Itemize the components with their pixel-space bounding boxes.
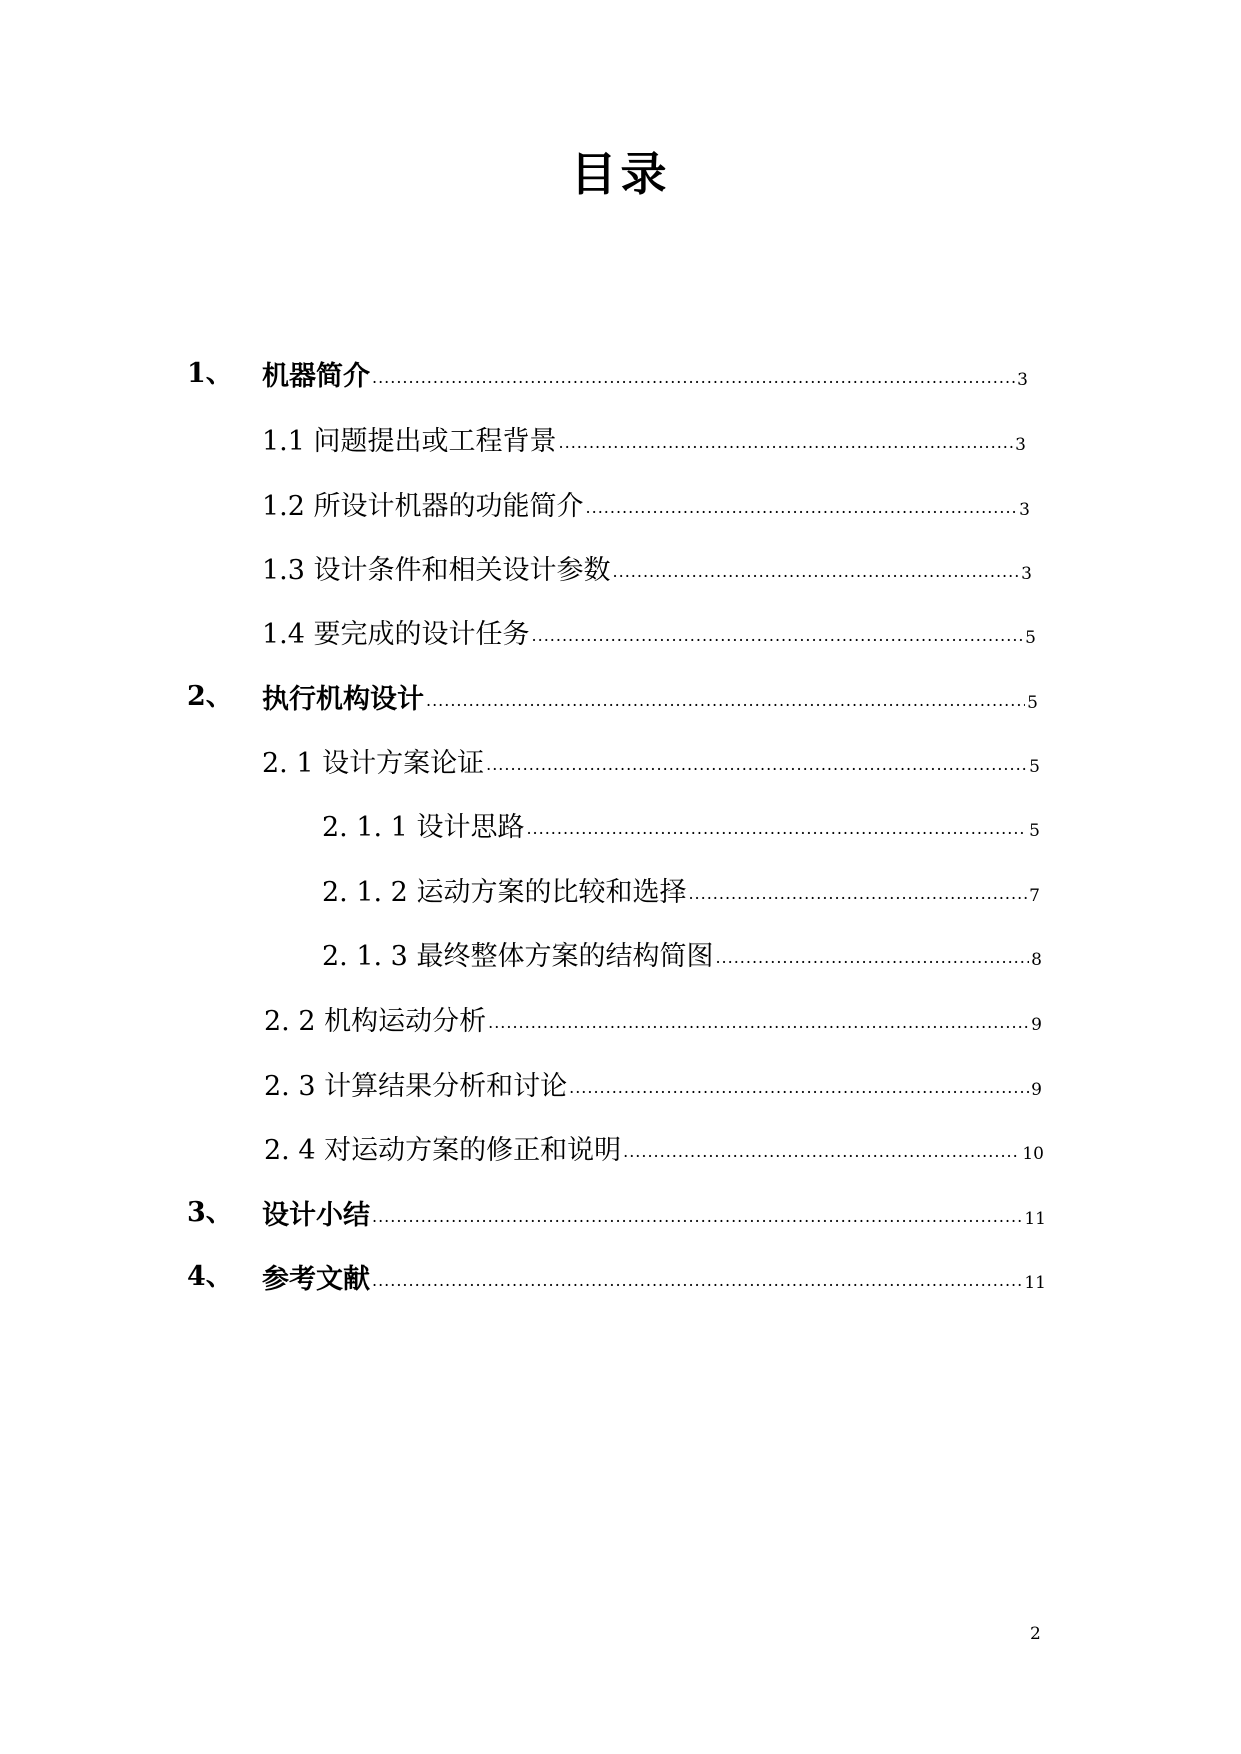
toc-entry-page: 11 [1024, 1209, 1046, 1229]
toc-entry-label: 1.3 设计条件和相关设计参数 [262, 555, 611, 586]
dot-leader [486, 755, 1027, 775]
toc-entry-page: 5 [1027, 693, 1038, 713]
toc-entry-label: 1.1 问题提出或工程背景 [262, 426, 557, 457]
toc-entry-4[interactable] [262, 1253, 1046, 1297]
dot-leader [613, 562, 1020, 582]
toc-entry-label: 机器简介 [262, 361, 370, 392]
toc-entry-page: 9 [1031, 1015, 1042, 1035]
toc-entry-3[interactable] [262, 1189, 1046, 1233]
dot-leader [488, 1013, 1029, 1033]
toc-entry-1-1[interactable] [262, 415, 1026, 459]
toc-entry-2-1[interactable] [262, 737, 1040, 781]
toc-entry-label: 执行机构设计 [262, 684, 424, 715]
toc-entry-1-4[interactable] [262, 608, 1036, 652]
dot-leader [688, 884, 1027, 904]
page-number: 2 [1030, 1624, 1041, 1644]
toc-entry-2-3[interactable] [264, 1060, 1042, 1104]
toc-entry-2[interactable] [262, 673, 1038, 717]
dot-leader [569, 1078, 1029, 1098]
toc-entry-2-1-2[interactable] [322, 866, 1040, 910]
dot-leader [532, 626, 1024, 646]
toc-entry-page: 9 [1031, 1080, 1042, 1100]
toc-entry-page: 3 [1021, 564, 1032, 584]
dot-leader [586, 498, 1018, 518]
dot-leader [526, 819, 1027, 839]
toc-entry-label: 2. 4 对运动方案的修正和说明 [264, 1135, 622, 1166]
toc-entry-page: 5 [1029, 757, 1040, 777]
toc-entry-2-2[interactable] [264, 995, 1042, 1039]
toc-entry-page: 3 [1015, 435, 1026, 455]
toc-entry-label: 2. 1 设计方案论证 [262, 748, 485, 779]
section-number: 1、 [187, 358, 233, 389]
dot-leader [715, 948, 1029, 968]
toc-entry-label: 参考文献 [262, 1264, 370, 1295]
toc-entry-label: 2. 3 计算结果分析和讨论 [264, 1071, 568, 1102]
toc-entry-label: 2. 1. 2 运动方案的比较和选择 [322, 877, 687, 908]
toc-entry-label: 2. 1. 3 最终整体方案的结构简图 [322, 941, 714, 972]
toc-entry-page: 8 [1031, 950, 1042, 970]
toc-entry-page: 11 [1024, 1273, 1046, 1293]
toc-entry-1-3[interactable] [262, 544, 1032, 588]
dot-leader [372, 368, 1015, 388]
toc-entry-label: 2. 1. 1 设计思路 [322, 812, 525, 843]
toc-entry-1-2[interactable] [262, 480, 1030, 524]
page-title: 目录 [570, 147, 671, 201]
dot-leader [426, 691, 1025, 711]
toc-entry-2-1-3[interactable] [322, 930, 1042, 974]
toc-entry-page: 7 [1029, 886, 1040, 906]
section-number: 4、 [187, 1261, 233, 1292]
toc-entry-label: 1.4 要完成的设计任务 [262, 619, 530, 650]
section-number: 2、 [187, 681, 233, 712]
toc-entry-page: 5 [1029, 821, 1040, 841]
toc-entry-page: 5 [1025, 628, 1036, 648]
dot-leader [559, 433, 1014, 453]
toc-entry-page: 10 [1022, 1144, 1044, 1164]
section-number: 3、 [187, 1197, 233, 1228]
toc-entry-2-4[interactable] [264, 1124, 1044, 1168]
toc-entry-label: 2. 2 机构运动分析 [264, 1006, 487, 1037]
dot-leader [372, 1207, 1022, 1227]
dot-leader [623, 1142, 1020, 1162]
toc-entry-2-1-1[interactable] [322, 801, 1040, 845]
toc-entry-page: 3 [1017, 370, 1028, 390]
toc-entry-label: 1.2 所设计机器的功能简介 [262, 491, 584, 522]
toc-entry-label: 设计小结 [262, 1200, 370, 1231]
toc-entry-page: 3 [1019, 500, 1030, 520]
dot-leader [372, 1271, 1022, 1291]
toc-entry-1[interactable] [262, 350, 1028, 394]
